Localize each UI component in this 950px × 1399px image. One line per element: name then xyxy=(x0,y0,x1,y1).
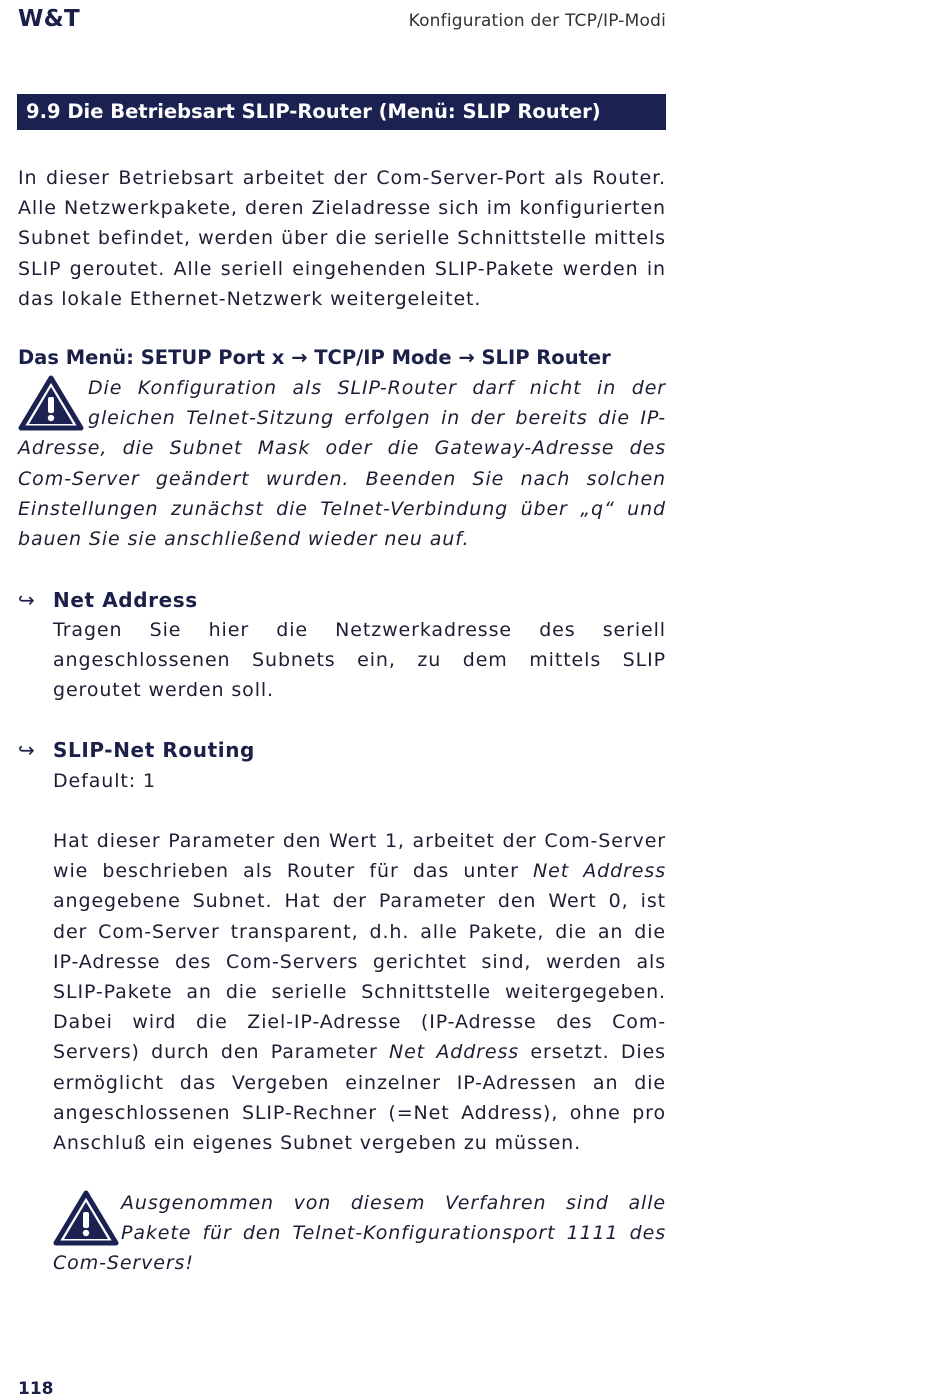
param-desc-net-address: Tragen Sie hier die Netzwerkadresse des seriell angeschlossenen Subnets ein, zu dem mittels SLIP geroutet werden soll. xyxy=(53,619,666,702)
desc-emphasis: Net Address xyxy=(533,860,666,883)
param-desc-slip-net-routing xyxy=(53,826,666,1158)
hook-arrow-icon: ↪ xyxy=(18,588,35,612)
hook-arrow-icon: ↪ xyxy=(18,738,35,762)
warning-note-1 xyxy=(18,373,666,554)
warning-triangle-icon xyxy=(53,1190,119,1246)
page-number: 118 xyxy=(18,1379,54,1399)
param-title-net-address: Net Address xyxy=(53,588,198,612)
menu-path: Das Menü: SETUP Port x → TCP/IP Mode → SLIP Router xyxy=(18,346,611,369)
warning-text-1: Die Konfiguration als SLIP-Router darf nicht in der gleichen Telnet-Sitzung erfolgen in der bereits die IP-Adresse, die Subnet Mask oder die Gateway-Adresse des Com-Server geändert wurden. Beenden Sie nach solchen Einstellungen zunächst die Telnet-Verbindung über „q“ und bauen Sie sie anschließend wieder neu auf. xyxy=(18,377,666,551)
intro-paragraph: In dieser Betriebsart arbeitet der Com-Server-Port als Router. Alle Netzwerkpakete, deren Zieladresse sich im konfigurierten Subnet befindet, werden über die serielle Schnittstelle mittels SLIP geroutet. Alle seriell eingehenden SLIP-Pakete werden in das lokale Ethernet-Netzwerk weitergeleitet. xyxy=(18,167,666,310)
page-header xyxy=(18,6,666,36)
chapter-title: Konfiguration der TCP/IP-Modi xyxy=(408,11,666,31)
desc-text: Hat dieser Parameter den Wert 1, arbeitet der Com-Server wie beschrieben als Router für das unter xyxy=(53,830,666,883)
desc-text: ersetzt. Dies ermöglicht das Vergeben einzelner IP-Adressen an die angeschlossenen SLIP-Rechner (=Net Address), ohne pro Anschluß ein eigenes Subnet vergeben zu müssen. xyxy=(53,1041,666,1155)
param-default-value: Default: 1 xyxy=(53,770,156,792)
desc-text: angegebene Subnet. Hat der Parameter den Wert 0, ist der Com-Server transparent, d.h. alle Pakete, die an die IP-Adresse des Com-Servers gerichtet sind, werden als SLIP-Pakete an die serielle Schnittstelle weitergegeben. Dabei wird die Ziel-IP-Adresse (IP-Adresse des Com-Servers) durch den Parameter xyxy=(53,890,666,1064)
warning-text-2: Ausgenommen von diesem Verfahren sind alle Pakete für den Telnet-Konfigurationsport 1111 des Com-Servers! xyxy=(53,1192,666,1275)
desc-emphasis: Net Address xyxy=(388,1041,520,1064)
warning-triangle-icon xyxy=(18,375,84,431)
warning-note-2 xyxy=(53,1188,666,1279)
section-heading: 9.9 Die Betriebsart SLIP-Router (Menü: SLIP Router) xyxy=(17,94,666,130)
param-title-slip-net-routing: SLIP-Net Routing xyxy=(53,738,255,762)
brand-logo: W&T xyxy=(18,6,81,32)
